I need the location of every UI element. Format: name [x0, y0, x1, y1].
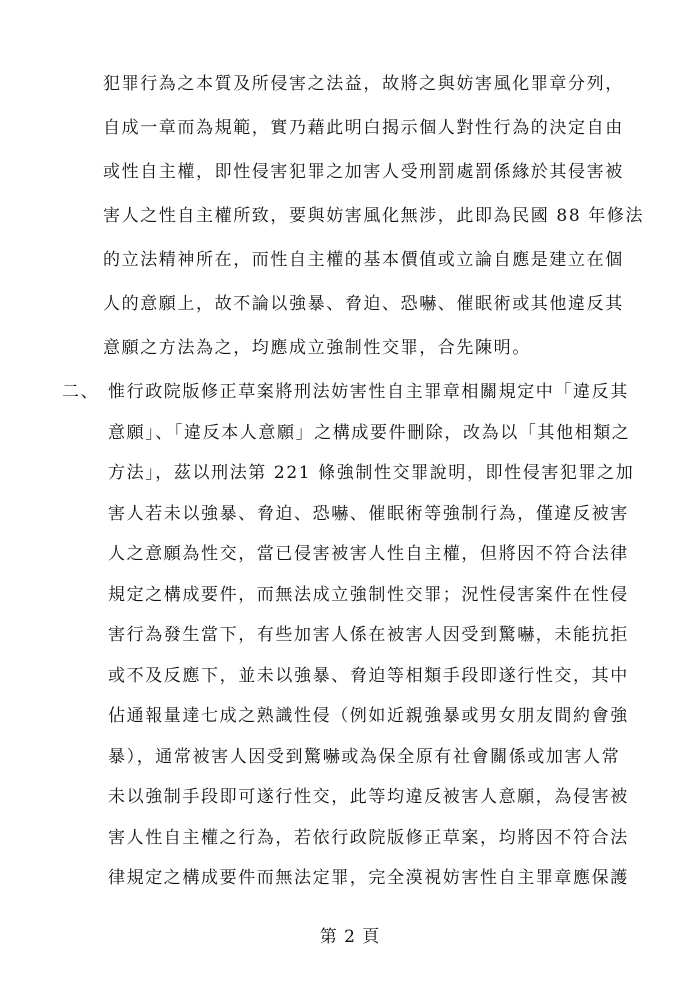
paragraph-1-line: 犯罪行為之本質及所侵害之法益，故將之與妨害風化罪章分列， — [103, 74, 624, 94]
paragraph-2-line: 暴），通常被害人因受到驚嚇或為保全原有社會關係或加害人常 — [108, 746, 621, 767]
paragraph-1-line: 害人之性自主權所致，要與妨害風化無涉，此即為民國 88 年修法 — [103, 206, 645, 226]
list-marker-2: 二、 — [62, 382, 100, 402]
paragraph-2-line: 意願」、「違反本人意願」之構成要件刪除，改為以「其他相類之 — [108, 422, 631, 443]
paragraph-2-line: 惟行政院版修正草案將刑法妨害性自主罪章相關規定中「違反其 — [108, 382, 629, 402]
paragraph-2-line: 害人性自主權之行為，若依行政院版修正草案，均將因不符合法 — [108, 827, 629, 848]
paragraph-1-line: 或性自主權，即性侵害犯罪之加害人受刑罰處罰係緣於其侵害被 — [103, 162, 624, 182]
paragraph-1-line: 自成一章而為規範，實乃藉此明白揭示個人對性行為的決定自由 — [103, 118, 624, 138]
page-number: 第 2 頁 — [319, 927, 381, 947]
paragraph-2-line: 佔通報量達七成之熟識性侵（例如近親強暴或男女朋友間約會強 — [108, 706, 629, 726]
paragraph-1-line: 人的意願上，故不論以強暴、脅迫、恐嚇、催眠術或其他違反其 — [103, 294, 624, 314]
paragraph-1-line: 的立法精神所在，而性自主權的基本價值或立論自應是建立在個 — [103, 250, 624, 270]
paragraph-2-line: 害行為發生當下，有些加害人係在被害人因受到驚嚇，未能抗拒 — [108, 625, 629, 645]
paragraph-2-line: 律規定之構成要件而無法定罪，完全漠視妨害性自主罪章應保護 — [108, 868, 629, 888]
paragraph-2-line: 未以強制手段即可遂行性交，此等均違反被害人意願，為侵害被 — [108, 787, 629, 807]
paragraph-2-line: 害人若未以強暴、脅迫、恐嚇、催眠術等強制行為，僅違反被害 — [108, 503, 629, 524]
paragraph-2-line: 人之意願為性交，當已侵害被害人性自主權，但將因不符合法律 — [108, 544, 629, 564]
paragraph-2-line: 方法」，茲以刑法第 221 條強制性交罪說明，即性侵害犯罪之加 — [108, 463, 635, 483]
paragraph-2-line: 規定之構成要件，而無法成立強制性交罪；況性侵害案件在性侵 — [108, 584, 629, 605]
paragraph-2-line: 或不及反應下，並未以強暴、脅迫等相類手段即遂行性交，其中 — [108, 665, 629, 686]
paragraph-1-line: 意願之方法為之，均應成立強制性交罪，合先陳明。 — [103, 338, 531, 358]
